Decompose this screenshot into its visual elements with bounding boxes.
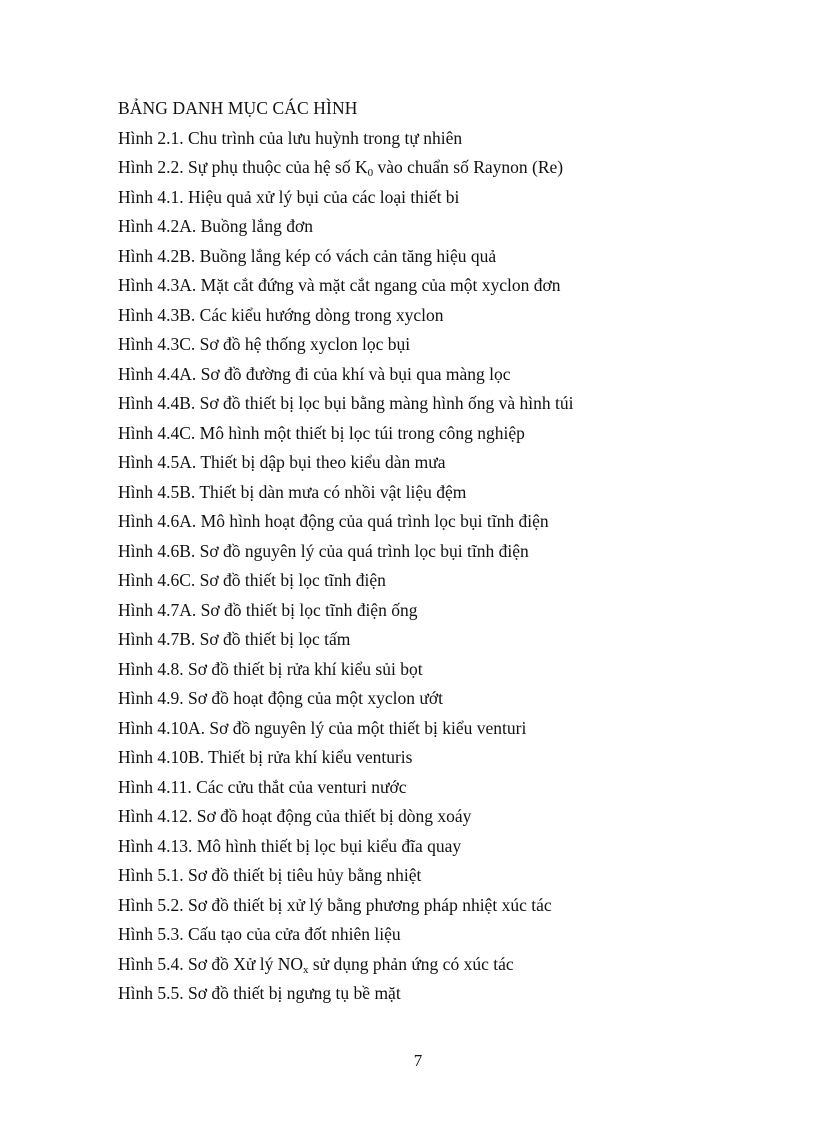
figure-entry bbox=[118, 773, 738, 803]
figure-entry bbox=[118, 360, 738, 390]
figure-entry-text: Hình 4.3B. Các kiểu hướng dòng trong xyclon bbox=[118, 304, 444, 325]
figure-entry-text: Hình 4.6C. Sơ đồ thiết bị lọc tĩnh điện bbox=[118, 570, 386, 590]
figure-entry-text: Hình 4.13. Mô hình thiết bị lọc bụi kiểu đĩa quay bbox=[118, 835, 462, 856]
figure-entry bbox=[118, 389, 738, 419]
figure-entry-text: Hình 4.12. Sơ đồ hoạt động của thiết bị dòng xoáy bbox=[118, 806, 472, 826]
figure-entry bbox=[118, 979, 738, 1009]
figure-entry-text: Hình 4.4A. Sơ đồ đường đi của khí và bụi qua màng lọc bbox=[118, 363, 511, 384]
figure-entry bbox=[118, 950, 738, 980]
list-heading: BẢNG DANH MỤC CÁC HÌNH bbox=[118, 98, 358, 118]
figure-entry-text: Hình 4.11. Các cửu thắt của venturi nước bbox=[118, 776, 407, 797]
figure-entry-text: Hình 5.1. Sơ đồ thiết bị tiêu hủy bằng nhiệt bbox=[118, 865, 422, 885]
figure-entry bbox=[118, 330, 738, 360]
figure-entry-text: Hình 2.2. Sự phụ thuộc của hệ số K bbox=[118, 157, 368, 177]
figure-entry bbox=[118, 124, 738, 154]
figure-entry-text: Hình 4.4B. Sơ đồ thiết bị lọc bụi bằng màng hình ống và hình túi bbox=[118, 393, 574, 413]
figure-entry-text: Hình 4.9. Sơ đồ hoạt động của một xyclon ướt bbox=[118, 688, 443, 708]
figure-entry-text: Hình 5.3. Cấu tạo của cửa đốt nhiên liệu bbox=[118, 924, 401, 944]
figure-entry-text: Hình 2.1. Chu trình của lưu huỳnh trong tự nhiên bbox=[118, 127, 463, 148]
figure-entry bbox=[118, 802, 738, 832]
figure-entry bbox=[118, 832, 738, 862]
figure-entry bbox=[118, 743, 738, 773]
figure-entry bbox=[118, 596, 738, 626]
figure-list bbox=[118, 94, 738, 1009]
figure-entry bbox=[118, 153, 738, 183]
figure-entry bbox=[118, 714, 738, 744]
figure-entry-text: Hình 4.2A. Buồng lắng đơn bbox=[118, 216, 313, 236]
figure-entry-text: Hình 4.5A. Thiết bị dập bụi theo kiểu dàn mưa bbox=[118, 452, 446, 472]
figure-entry-subscript: x bbox=[303, 963, 309, 976]
figure-entry-text: Hình 4.1. Hiệu quả xử lý bụi của các loại thiết bi bbox=[118, 186, 460, 207]
figure-entry-text: Hình 4.8. Sơ đồ thiết bị rửa khí kiểu sủi bọt bbox=[118, 658, 423, 679]
figure-entry bbox=[118, 448, 738, 478]
figure-entry-text: Hình 4.10B. Thiết bị rửa khí kiểu venturis bbox=[118, 747, 413, 767]
figure-entry-text: Hình 4.4C. Mô hình một thiết bị lọc túi trong công nghiệp bbox=[118, 422, 525, 443]
figure-entry bbox=[118, 625, 738, 655]
figure-entry-text-suffix: sử dụng phản ứng có xúc tác bbox=[308, 953, 514, 974]
figure-entry-text: Hình 4.7B. Sơ đồ thiết bị lọc tấm bbox=[118, 629, 351, 649]
figure-entry-text: Hình 5.2. Sơ đồ thiết bị xử lý bằng phương pháp nhiệt xúc tác bbox=[118, 894, 552, 915]
figure-entry bbox=[118, 891, 738, 921]
figure-entry bbox=[118, 507, 738, 537]
figure-entry bbox=[118, 301, 738, 331]
figure-entry bbox=[118, 920, 738, 950]
figure-entry-text: Hình 4.5B. Thiết bị dàn mưa có nhồi vật liệu đệm bbox=[118, 481, 467, 502]
figure-entry-text: Hình 5.4. Sơ đồ Xử lý NO bbox=[118, 953, 303, 974]
figure-entry bbox=[118, 861, 738, 891]
figure-entry-text: Hình 4.10A. Sơ đồ nguyên lý của một thiết bị kiểu venturi bbox=[118, 717, 527, 738]
page-number: 7 bbox=[413, 1051, 423, 1070]
figure-entry bbox=[118, 684, 738, 714]
figure-entry-text: Hình 4.6B. Sơ đồ nguyên lý của quá trình lọc bụi tĩnh điện bbox=[118, 540, 529, 561]
figure-entry bbox=[118, 242, 738, 272]
figure-entry-text: Hình 4.3C. Sơ đồ hệ thống xyclon lọc bụi bbox=[118, 334, 411, 354]
figure-entries bbox=[118, 124, 738, 1009]
figure-entry bbox=[118, 419, 738, 449]
figure-entry-text: Hình 4.7A. Sơ đồ thiết bị lọc tĩnh điện ống bbox=[118, 599, 418, 620]
figure-entry bbox=[118, 655, 738, 685]
figure-entry-text: Hình 4.6A. Mô hình hoạt động của quá trình lọc bụi tĩnh điện bbox=[118, 511, 549, 531]
figure-entry bbox=[118, 478, 738, 508]
figure-entry-text: Hình 4.3A. Mặt cắt đứng và mặt cắt ngang của một xyclon đơn bbox=[118, 275, 561, 295]
figure-entry bbox=[118, 212, 738, 242]
figure-entry-text-suffix: vào chuẩn số Raynon (Re) bbox=[373, 157, 564, 177]
figure-entry-subscript: 0 bbox=[367, 167, 374, 179]
figure-entry bbox=[118, 271, 738, 301]
figure-entry-text: Hình 4.2B. Buồng lắng kép có vách cản tăng hiệu quả bbox=[118, 245, 497, 266]
figure-entry bbox=[118, 566, 738, 596]
figure-entry bbox=[118, 183, 738, 213]
figure-entry bbox=[118, 537, 738, 567]
figure-entry-text: Hình 5.5. Sơ đồ thiết bị ngưng tụ bề mặt bbox=[118, 983, 401, 1003]
